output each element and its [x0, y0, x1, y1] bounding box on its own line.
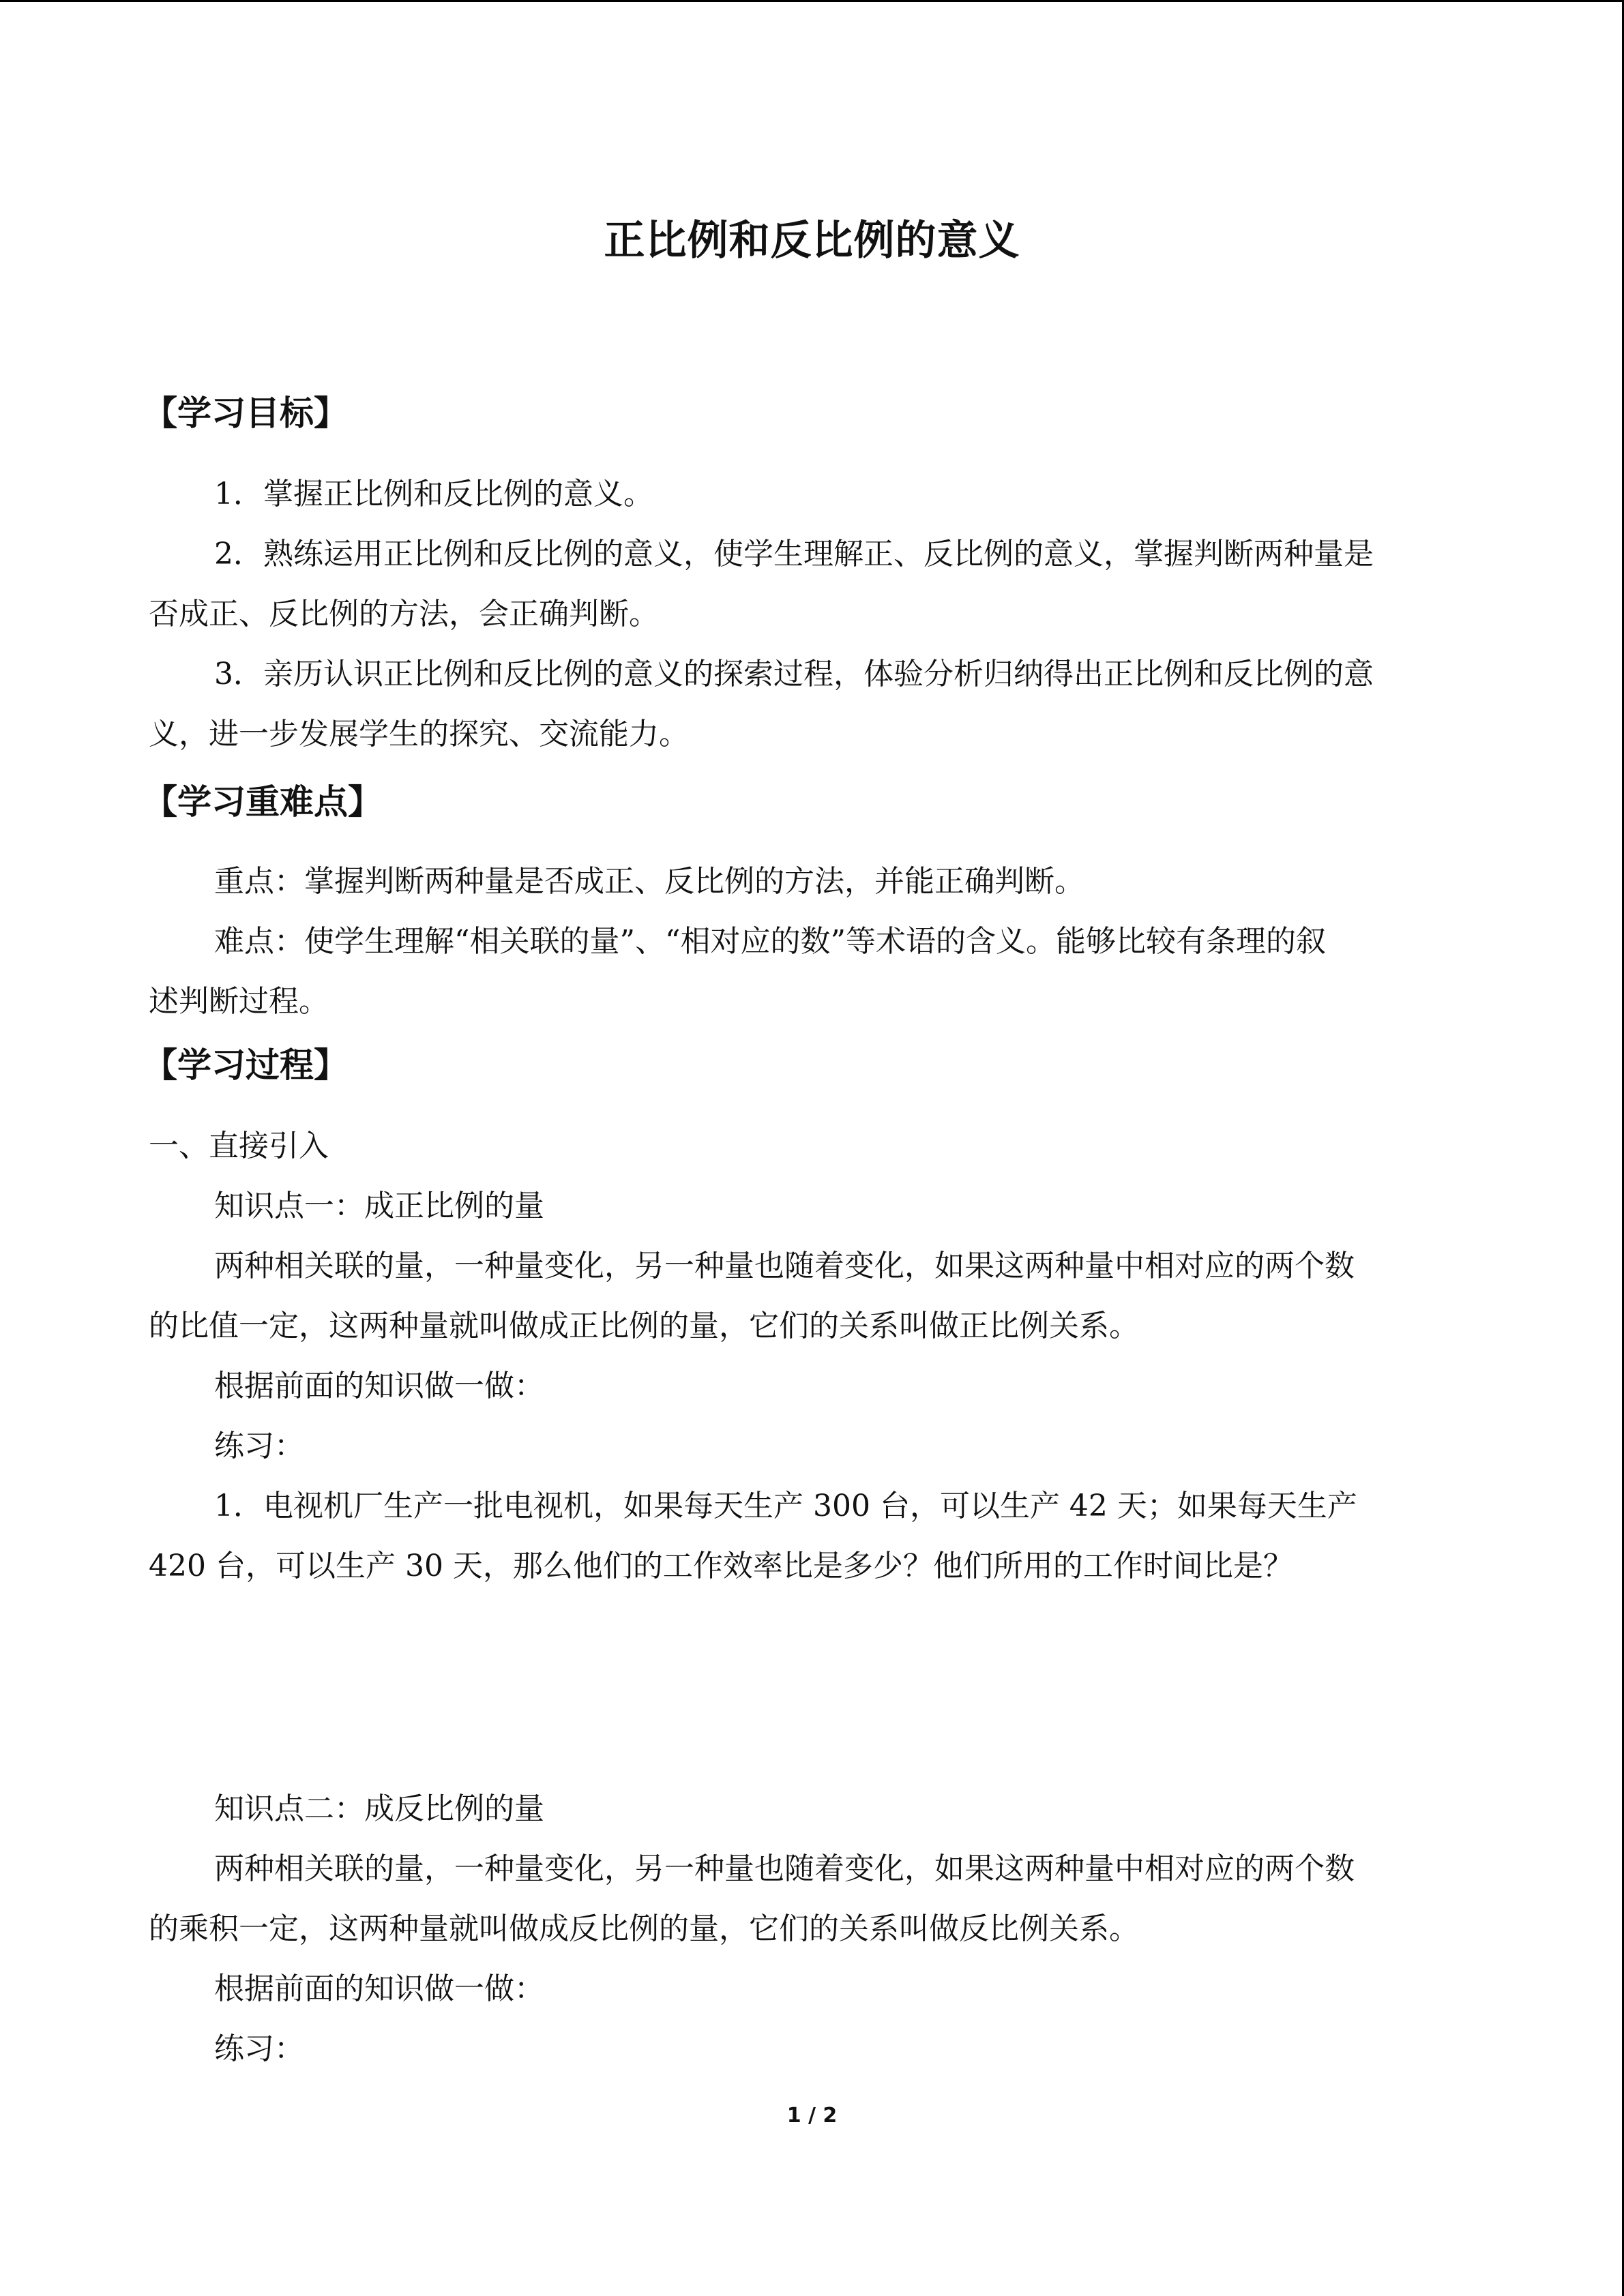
goal-line-2-cont: 否成正、反比例的方法，会正确判断。 — [149, 597, 659, 631]
section-heading-keypoints: 【学习重难点】 — [143, 782, 382, 822]
document-title: 正比例和反比例的意义 — [604, 217, 1020, 265]
keypoint-difficulty-cont: 述判断过程。 — [149, 984, 329, 1019]
practice-label-2: 练习： — [214, 2031, 304, 2066]
keypoint-difficulty: 难点：使学生理解“相关联的量”、“相对应的数”等术语的含义。能够比较有条理的叙 — [214, 924, 1326, 959]
goal-line-1: 1．掌握正比例和反比例的意义。 — [214, 477, 653, 511]
section-heading-process: 【学习过程】 — [143, 1045, 348, 1085]
goal-line-3: 3．亲历认识正比例和反比例的意义的探索过程，体验分析归纳得出正比例和反比例的意 — [214, 657, 1374, 691]
goal-line-2: 2．熟练运用正比例和反比例的意义，使学生理解正、反比例的意义，掌握判断两种量是 — [214, 537, 1374, 571]
knowledge-point-1-text: 两种相关联的量，一种量变化，另一种量也随着变化，如果这两种量中相对应的两个数 — [214, 1249, 1355, 1283]
knowledge-point-2-text-cont: 的乘积一定，这两种量就叫做成反比例的量，它们的关系叫做反比例关系。 — [149, 1911, 1139, 1946]
knowledge-point-1-text-cont: 的比值一定，这两种量就叫做成正比例的量，它们的关系叫做正比例关系。 — [149, 1309, 1139, 1343]
knowledge-point-2-title: 知识点二：成反比例的量 — [214, 1791, 544, 1826]
section-heading-goals: 【学习目标】 — [143, 393, 348, 433]
knowledge-point-1-title: 知识点一：成正比例的量 — [214, 1189, 544, 1223]
practice-prompt-1: 根据前面的知识做一做： — [214, 1369, 544, 1403]
page-border-top — [0, 0, 1624, 2]
page-number: 1 / 2 — [786, 2104, 838, 2128]
keypoint-focus: 重点：掌握判断两种量是否成正、反比例的方法，并能正确判断。 — [214, 864, 1084, 899]
process-subheading: 一、直接引入 — [149, 1129, 329, 1163]
goal-line-3-cont: 义，进一步发展学生的探究、交流能力。 — [149, 717, 689, 751]
practice-label-1: 练习： — [214, 1429, 304, 1463]
knowledge-point-2-text: 两种相关联的量，一种量变化，另一种量也随着变化，如果这两种量中相对应的两个数 — [214, 1851, 1355, 1886]
exercise-1-text-cont: 420 台，可以生产 30 天，那么他们的工作效率比是多少？他们所用的工作时间比是？ — [149, 1549, 1293, 1583]
exercise-1-text: 1．电视机厂生产一批电视机，如果每天生产 300 台，可以生产 42 天；如果每天生产 — [214, 1489, 1357, 1523]
practice-prompt-2: 根据前面的知识做一做： — [214, 1971, 544, 2006]
